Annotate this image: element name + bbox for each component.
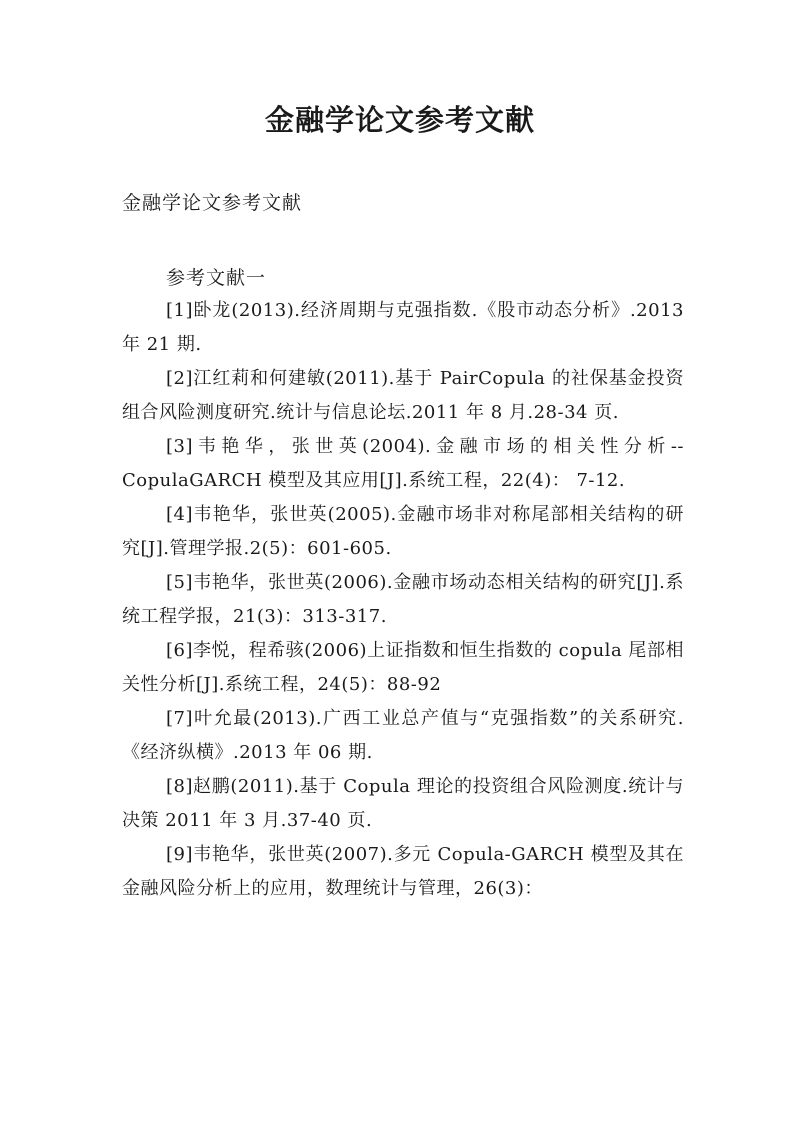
- reference-item: [3]韦艳华，张世英(2004).金融市场的相关性分析--CopulaGARCH 模型及其应用[J].系统工程，22(4)： 7-12.: [122, 436, 684, 491]
- reference-item: [2]江红莉和何建敏(2011).基于 PairCopula 的社保基金投资组合风险测度研究.统计与信息论坛.2011 年 8 月.28-34 页.: [122, 368, 684, 423]
- reference-list: [122, 294, 684, 906]
- document-body: [122, 262, 684, 906]
- document-title: 金融学论文参考文献: [264, 103, 535, 137]
- reference-item: [9]韦艳华，张世英(2007).多元 Copula-GARCH 模型及其在金融风险分析上的应用，数理统计与管理，26(3)：: [122, 844, 684, 899]
- reference-item: [1]卧龙(2013).经济周期与克强指数.《股市动态分析》.2013 年 21 期.: [122, 300, 684, 355]
- reference-item: [5]韦艳华，张世英(2006).金融市场动态相关结构的研究[J].系统工程学报，21(3)：313-317.: [122, 572, 684, 627]
- document-subtitle: 金融学论文参考文献: [122, 192, 303, 214]
- reference-item: [6]李悦，程希骇(2006)上证指数和恒生指数的 copula 尾部相关性分析[J].系统工程，24(5)：88-92: [122, 640, 684, 695]
- reference-item: [4]韦艳华，张世英(2005).金融市场非对称尾部相关结构的研究[J].管理学报.2(5)：601-605.: [122, 504, 684, 559]
- reference-item: [7]叶允最(2013).广西工业总产值与“克强指数”的关系研究.《经济纵横》.2013 年 06 期.: [122, 708, 684, 763]
- section-heading: 参考文献一: [166, 267, 267, 289]
- reference-item: [8]赵鹏(2011).基于 Copula 理论的投资组合风险测度.统计与决策 2011 年 3 月.37-40 页.: [122, 776, 684, 831]
